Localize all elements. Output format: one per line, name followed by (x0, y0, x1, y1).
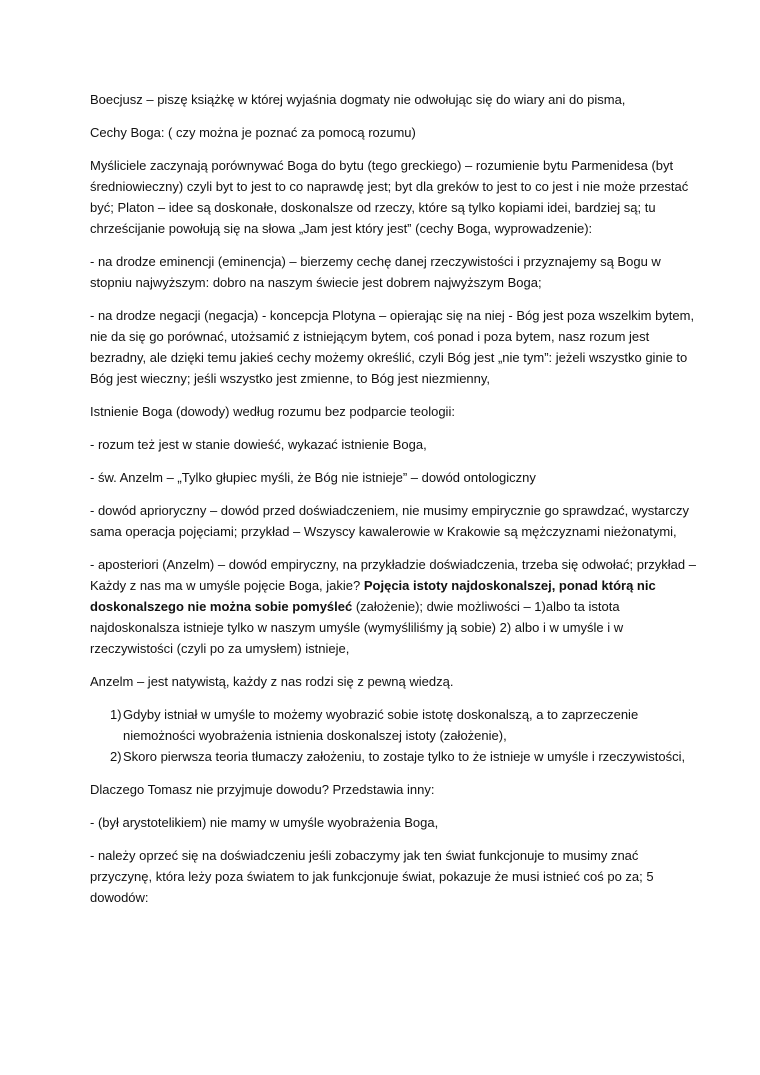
paragraph-aprioryczny: - dowód aprioryczny – dowód przed doświadczeniem, nie musimy empirycznie go sprawdzać, wystarczy sama operacja pojęciami; przykład – Wszyscy kawalerowie w Krakowie są mężczyznami nieżonatymi, (90, 503, 689, 539)
paragraph-negacja: - na drodze negacji (negacja) - koncepcja Plotyna – opierając się na niej - Bóg jest poza wszelkim bytem, nie da się go porównać, utożsamić z istniejącym bytem, coś ponad i poza bytem, nasz rozum jest bezradny, ale dzięki temu jakieś cechy możemy określić, czyli Bóg jest „nie tym”: jeżeli wszystko ginie to Bóg jest wieczny; jeśli wszystko jest zmienne, to Bóg jest niezmienny, (90, 308, 695, 386)
paragraph-aposteriori (90, 554, 700, 659)
paragraph-istnienie-boga: Istnienie Boga (dowody) według rozumu bez podparcie teologii: (90, 404, 455, 419)
list-item-text: Skoro pierwsza teoria tłumaczy założeniu, to zostaje tylko to że istnieje w umyśle i rzeczywistości, (123, 749, 686, 764)
paragraph-anzelm-quote: - św. Anzelm – „Tylko głupiec myśli, że Bóg nie istnieje” – dowód ontologiczny (90, 470, 536, 485)
aposteriori-text-start: - aposteriori (Anzelm) – dowód empiryczny, na przykładzie doświadczenia, trzeba się odwołać; przykład – Każdy z nas ma w umyśle pojęcie Boga, jakie? (90, 557, 696, 593)
paragraph-cechy-boga: Cechy Boga: ( czy można je poznać za pomocą rozumu) (90, 125, 416, 140)
list-item: 2) Skoro pierwsza teoria tłumaczy założeniu, to zostaje tylko to że istnieje w umyśle i rzeczywistości, (110, 749, 686, 764)
paragraph-eminencja: - na drodze eminencji (eminencja) – bierzemy cechę danej rzeczywistości i przyznajemy są Bogu w stopniu najwyższym: dobro na naszym świecie jest dobrem najwyższym Boga; (90, 254, 661, 290)
list-item-text: Gdyby istniał w umyśle to możemy wyobrazić sobie istotę doskonalszą, a to zaprzeczenie niemożności wyobrażenia istnienia doskonalszej istoty (założenie), (123, 707, 639, 743)
paragraph-anzelm-natywista: Anzelm – jest natywistą, każdy z nas rodzi się z pewną wiedzą. (90, 674, 454, 689)
paragraph-tomasz: Dlaczego Tomasz nie przyjmuje dowodu? Przedstawia inny: (90, 782, 435, 797)
numbered-list (90, 704, 700, 767)
paragraph-rozum: - rozum też jest w stanie dowieść, wykazać istnienie Boga, (90, 437, 427, 452)
aposteriori-bold-text: Pojęcia istoty najdoskonalszej, ponad którą nic doskonalszego nie można sobie pomyśleć (90, 578, 656, 614)
aposteriori-text-end: (założenie); dwie możliwości – 1)albo ta istota najdoskonalsza istnieje tylko w naszym umyśle (wymyśliliśmy ją sobie) 2) albo i w umyśle i w rzeczywistości (czyli po za umysłem) istnieje, (90, 599, 624, 656)
paragraph-boecjusz: Boecjusz – piszę książkę w której wyjaśnia dogmaty nie odwołując się do wiary ani do pisma, (90, 92, 626, 107)
paragraph-mysliciele: Myśliciele zaczynają porównywać Boga do bytu (tego greckiego) – rozumienie bytu Parmenidesa (byt średniowieczny) czyli byt to jest to co naprawdę jest; byt dla greków to jest to co jest i nie może przestać być; Platon – idee są doskonałe, doskonalsze od rzeczy, które są tylko kopiami idei, bardziej są; tu chrześcijanie powołują się na słowa „Jam jest który jest” (cechy Boga, wyprowadzenie): (90, 158, 689, 236)
paragraph-arystotelik: - (był arystotelikiem) nie mamy w umyśle wyobrażenia Boga, (90, 815, 439, 830)
paragraph-doswiadczenie: - należy oprzeć się na doświadczeniu jeśli zobaczymy jak ten świat funkcjonuje to musimy znać przyczynę, która leży poza światem to jak funkcjonuje świat, pokazuje że musi istnieć coś po za; 5 dowodów: (90, 848, 654, 905)
list-item: 1) Gdyby istniał w umyśle to możemy wyobrazić sobie istotę doskonalszą, a to zaprzeczenie niemożności wyobrażenia istnienia doskonalszej istoty (założenie), (110, 707, 639, 743)
